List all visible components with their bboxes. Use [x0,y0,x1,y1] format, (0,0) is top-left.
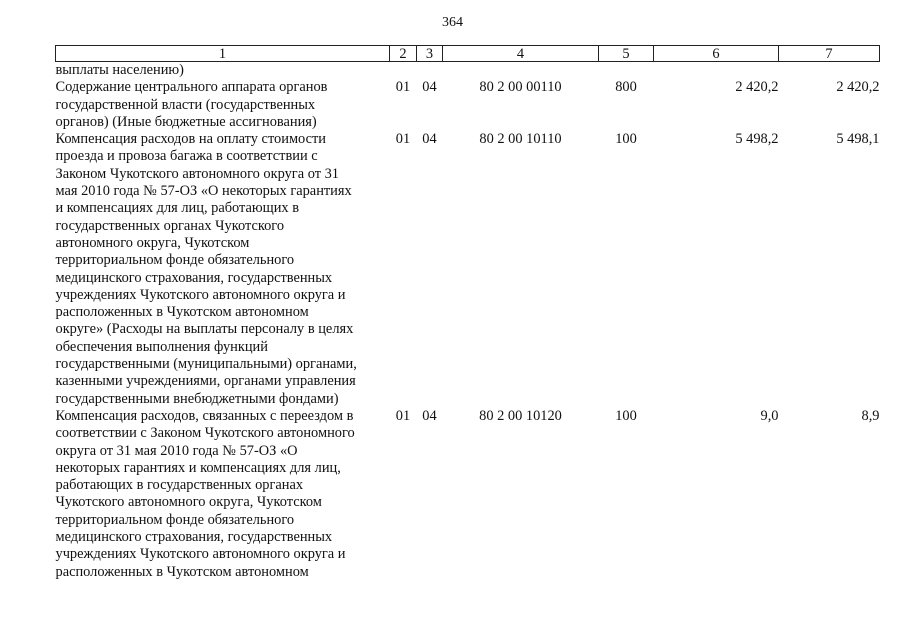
row-name-line: мая 2010 года № 57-ОЗ «О некоторых гарантиях [55,183,352,200]
row-name-line: медицинского страхования, государственных [55,269,333,286]
table-row [56,408,880,581]
page-number: 364 [442,15,463,30]
row-name [56,408,390,581]
continuation-row [56,62,880,80]
row-value-6: 2 420,2 [735,79,779,96]
table-header-row [56,46,880,62]
row-name [56,131,390,408]
column-header-target: 4 [443,46,599,62]
row-name-line: медицинского страхования, государственных [55,529,333,546]
row-name-line: органов) (Иные бюджетные ассигнования) [55,113,317,130]
row-name-line: автономного округа, Чукотском [55,234,250,251]
row-name-line: Компенсация расходов на оплату стоимости [55,131,326,148]
row-name-line: некоторых гарантиях и компенсациях для лиц, [55,459,341,476]
row-subsection: 04 [422,407,437,424]
row-name-line: учреждениях Чукотского автономного округа и [55,546,346,563]
row-name-line: государственных органах Чукотского [55,217,285,234]
row-target: 80 2 00 10110 [479,131,562,148]
row-name-line: государственной власти (государственных [55,96,316,113]
row-name-line: территориальном фонде обязательного [55,511,295,528]
row-name-line: учреждениях Чукотского автономного округа и [55,286,346,303]
row-name-line: расположенных в Чукотском автономном [55,563,309,580]
row-name-line: соответствии с Законом Чукотского автономного [55,425,355,442]
row-kind: 800 [615,79,637,96]
row-name-line: Законом Чукотского автономного округа от 31 [55,165,339,182]
table-row [56,131,880,408]
column-header-section: 2 [390,46,417,62]
row-name [56,79,390,131]
row-name-line: государственными внебюджетными фондами) [55,390,339,407]
row-name-line: округе» (Расходы на выплаты персоналу в целях [55,321,354,338]
row-subsection: 04 [422,79,437,96]
row-name-line: государственными (муниципальными) органами, [55,356,357,373]
row-kind: 100 [615,131,637,148]
row-value-7: 2 420,2 [836,79,880,96]
table-row [56,79,880,131]
row-value-7: 8,9 [861,407,880,424]
row-name-line: расположенных в Чукотском автономном [55,304,309,321]
row-name-line: обеспечения выполнения функций [55,338,268,355]
budget-table [55,45,880,581]
row-name-line: казенными учреждениями, органами управления [55,373,356,390]
column-header-kind: 5 [599,46,654,62]
row-name-line: Содержание центрального аппарата органов [55,79,328,96]
row-target: 80 2 00 10120 [479,407,562,424]
column-header-subsection: 3 [417,46,443,62]
row-name-line: проезда и провоза багажа в соответствии с [55,148,318,165]
row-value-6: 9,0 [760,407,779,424]
row-value-7: 5 498,1 [836,131,880,148]
row-section: 01 [395,407,411,424]
continuation-text: выплаты населению) [55,62,184,78]
row-name-line: Чукотского автономного округа, Чукотском [55,494,322,511]
row-section: 01 [395,79,411,96]
row-target: 80 2 00 00110 [479,79,562,96]
row-section: 01 [395,131,411,148]
row-name-line: округа от 31 мая 2010 года № 57-ОЗ «О [55,442,298,459]
row-subsection: 04 [422,131,437,148]
column-header-value-7: 7 [779,46,880,62]
row-name-line: Компенсация расходов, связанных с переездом в [55,407,354,424]
row-name-line: территориальном фонде обязательного [55,252,295,269]
row-kind: 100 [615,407,637,424]
row-value-6: 5 498,2 [735,131,779,148]
column-header-value-6: 6 [654,46,779,62]
column-header-name: 1 [56,46,390,62]
row-name-line: и компенсациях для лиц, работающих в [55,200,300,217]
row-name-line: работающих в государственных органах [55,477,304,494]
